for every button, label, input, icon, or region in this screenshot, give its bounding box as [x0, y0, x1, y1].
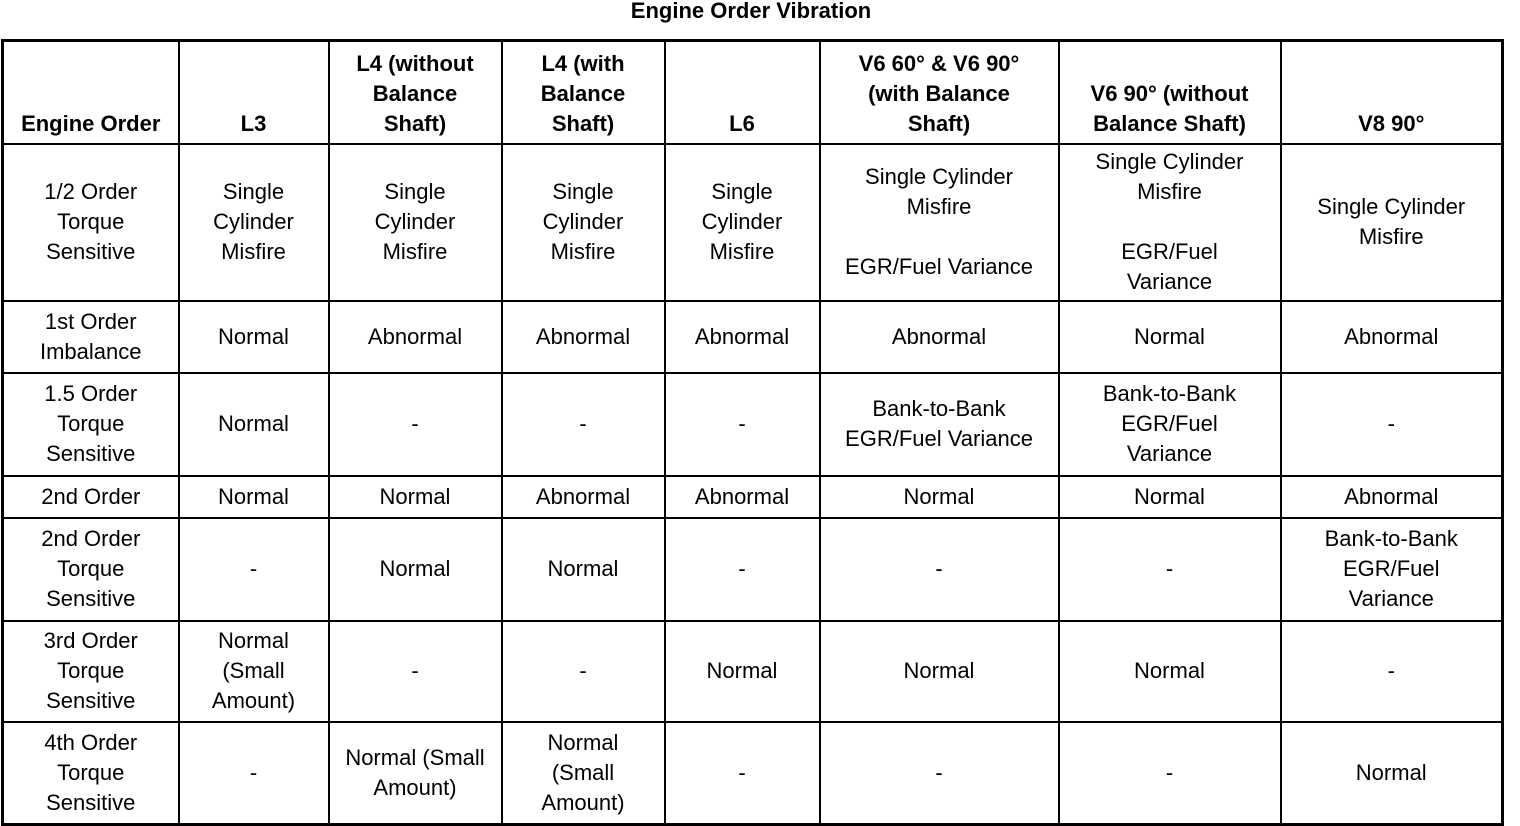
- table-cell: -: [1059, 518, 1281, 621]
- page-title: Engine Order Vibration: [630, 0, 872, 23]
- table-cell: -: [665, 722, 820, 825]
- table-cell: Normal (Small Amount): [329, 722, 502, 825]
- table-cell: Single Cylinder Misfire: [1281, 144, 1503, 301]
- table-cell: Abnormal: [1281, 301, 1503, 373]
- table-cell: Normal: [820, 621, 1059, 722]
- table-cell: Bank-to-Bank EGR/Fuel Variance: [820, 373, 1059, 476]
- table-cell: -: [329, 621, 502, 722]
- table-cell: Normal: [179, 373, 329, 476]
- table-cell: Normal: [179, 301, 329, 373]
- table-cell: Abnormal: [665, 301, 820, 373]
- table-cell: Abnormal: [502, 476, 665, 518]
- table-cell: -: [820, 518, 1059, 621]
- row-label: 2nd Order: [3, 476, 179, 518]
- row-label: 2nd Order Torque Sensitive: [3, 518, 179, 621]
- table-cell: Normal: [1059, 301, 1281, 373]
- table-cell: Bank-to-Bank EGR/Fuel Variance: [1281, 518, 1503, 621]
- table-cell: Single Cylinder Misfire: [502, 144, 665, 301]
- table-cell: Single Cylinder Misfire: [179, 144, 329, 301]
- table-cell: -: [665, 373, 820, 476]
- table-cell: Normal: [1281, 722, 1503, 825]
- table-row: [3, 301, 1503, 373]
- table-cell: Single Cylinder Misfire: [665, 144, 820, 301]
- table-cell: Normal (Small Amount): [179, 621, 329, 722]
- table-cell: -: [1281, 373, 1503, 476]
- table-cell: Single Cylinder Misfire: [329, 144, 502, 301]
- table-cell: Normal: [329, 518, 502, 621]
- row-label: 4th Order Torque Sensitive: [3, 722, 179, 825]
- table-cell: Normal: [1059, 476, 1281, 518]
- header-engine-order: Engine Order: [3, 41, 179, 144]
- table-cell: Normal: [179, 476, 329, 518]
- table-cell: -: [1281, 621, 1503, 722]
- row-label: 3rd Order Torque Sensitive: [3, 621, 179, 722]
- table-row: [3, 476, 1503, 518]
- table-cell: Normal: [502, 518, 665, 621]
- table-row: [3, 373, 1503, 476]
- table-cell: Abnormal: [820, 301, 1059, 373]
- table-header-row: [3, 41, 1503, 144]
- table-cell: -: [179, 518, 329, 621]
- table-cell: Abnormal: [665, 476, 820, 518]
- table-cell: -: [329, 373, 502, 476]
- row-label: 1st Order Imbalance: [3, 301, 179, 373]
- table-cell: -: [502, 373, 665, 476]
- table-row: [3, 722, 1503, 825]
- table-row: [3, 621, 1503, 722]
- table-row: [3, 518, 1503, 621]
- table-cell: -: [1059, 722, 1281, 825]
- header-v6-with-balance-shaft: V6 60° & V6 90° (with Balance Shaft): [820, 41, 1059, 144]
- table-cell: Normal: [329, 476, 502, 518]
- table-cell: Normal: [1059, 621, 1281, 722]
- header-l4-with-balance-shaft: L4 (with Balance Shaft): [502, 41, 665, 144]
- row-label: 1.5 Order Torque Sensitive: [3, 373, 179, 476]
- header-v6-without-balance-shaft: V6 90° (without Balance Shaft): [1059, 41, 1281, 144]
- table-cell: Bank-to-Bank EGR/Fuel Variance: [1059, 373, 1281, 476]
- table-cell: Normal: [665, 621, 820, 722]
- table-cell: Abnormal: [1281, 476, 1503, 518]
- header-v8: V8 90°: [1281, 41, 1503, 144]
- table-cell: -: [665, 518, 820, 621]
- table-cell: Normal (Small Amount): [502, 722, 665, 825]
- header-l6: L6: [665, 41, 820, 144]
- table-cell: -: [179, 722, 329, 825]
- table-cell: Normal: [820, 476, 1059, 518]
- table-row: [3, 144, 1503, 301]
- engine-order-vibration-table: [1, 39, 1504, 826]
- table-cell: -: [502, 621, 665, 722]
- table-cell: Single Cylinder Misfire EGR/Fuel Variance: [820, 144, 1059, 301]
- header-l4-without-balance-shaft: L4 (without Balance Shaft): [329, 41, 502, 144]
- row-label: 1/2 Order Torque Sensitive: [3, 144, 179, 301]
- header-l3: L3: [179, 41, 329, 144]
- table-cell: Abnormal: [502, 301, 665, 373]
- table-cell: -: [820, 722, 1059, 825]
- table-cell: Abnormal: [329, 301, 502, 373]
- table-cell: Single Cylinder Misfire EGR/Fuel Variance: [1059, 144, 1281, 301]
